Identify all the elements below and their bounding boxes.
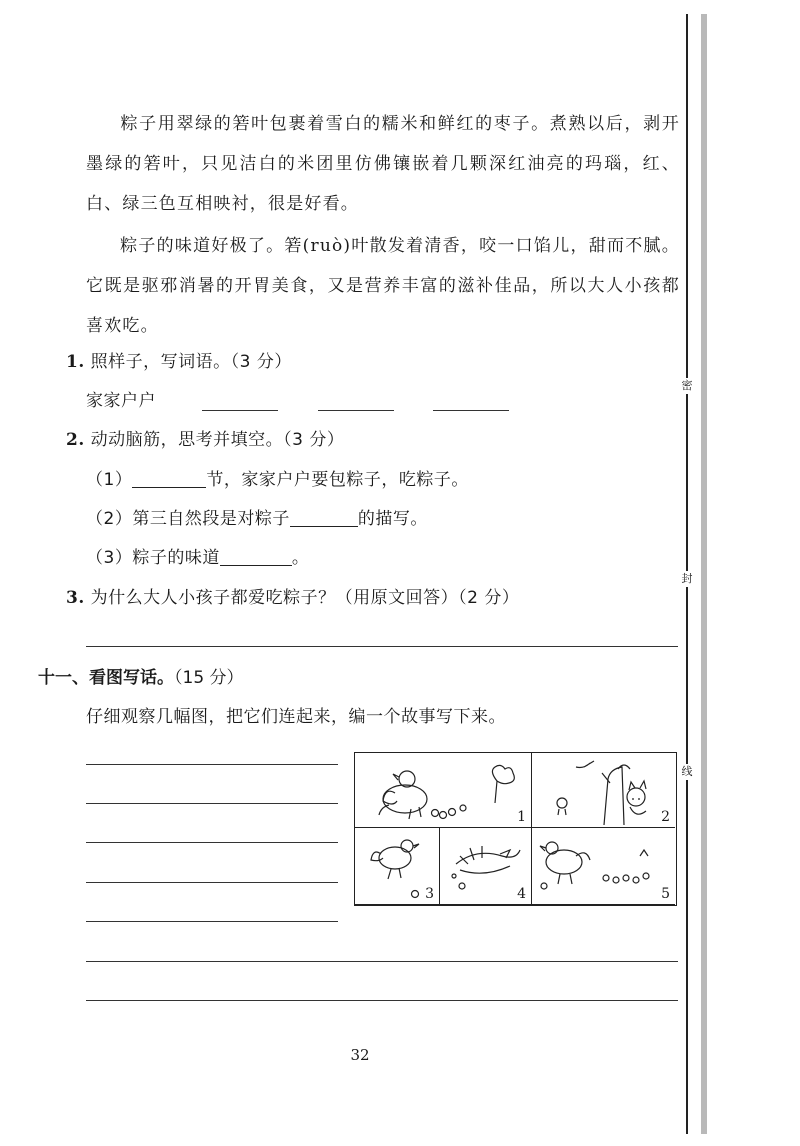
writing-line[interactable] bbox=[86, 882, 338, 883]
q1-answer-blank-1[interactable] bbox=[202, 410, 278, 411]
hen-and-chicks-drawing bbox=[355, 753, 531, 827]
q2-item-1: （1） 节，家家户户要包粽子，吃粽子。 bbox=[86, 470, 469, 490]
q2-item-3-blank[interactable] bbox=[220, 548, 292, 566]
question-2: 2. 动动脑筋，思考并填空。（3 分） bbox=[66, 430, 345, 450]
section-11-instruction: 仔细观察几幅图，把它们连起来，编一个故事写下来。 bbox=[86, 707, 506, 727]
writing-line[interactable] bbox=[86, 921, 338, 922]
picture-panel-4 bbox=[440, 828, 532, 905]
writing-line[interactable] bbox=[86, 842, 338, 843]
panel-number: 1 bbox=[517, 809, 526, 825]
q3-answer-line[interactable] bbox=[86, 646, 678, 647]
q2-item-1-blank[interactable] bbox=[132, 470, 206, 488]
writing-line[interactable] bbox=[86, 1000, 678, 1001]
hen-with-chicks-drawing bbox=[532, 828, 675, 904]
panel-number: 2 bbox=[661, 809, 670, 825]
question-1: 1. 照样子，写词语。（3 分） bbox=[66, 352, 292, 372]
seal-char-mi: 密 bbox=[677, 378, 697, 394]
seal-char-feng: 封 bbox=[677, 571, 697, 587]
panel-number: 3 bbox=[425, 886, 434, 902]
section-11-title: 十一、看图写话。（15 分） bbox=[38, 668, 244, 688]
picture-panel-2 bbox=[532, 753, 675, 828]
question-3: 3. 为什么大人小孩子都爱吃粽子？（用原文回答）（2 分） bbox=[66, 588, 520, 608]
writing-line[interactable] bbox=[86, 764, 338, 765]
panel-number: 5 bbox=[661, 886, 670, 902]
passage-paragraph-3: 粽子用翠绿的箬叶包裹着雪白的糯米和鲜红的枣子。煮熟以后，剥开墨绿的箬叶，只见洁白的米团里仿佛镶嵌着几颗深红油亮的玛瑙，红、白、绿三色互相映衬，很是好看。 bbox=[86, 114, 680, 214]
picture-panel-1 bbox=[355, 753, 532, 828]
panel-number: 4 bbox=[517, 886, 526, 902]
writing-line[interactable] bbox=[86, 803, 338, 804]
q1-answer-blank-2[interactable] bbox=[318, 410, 394, 411]
seal-char-xian: 线 bbox=[677, 764, 697, 780]
passage-paragraph-4: 粽子的味道好极了。箬(ruò)叶散发着清香，咬一口馅儿，甜而不腻。它既是驱邪消暑的开胃美食，又是营养丰富的滋补佳品，所以大人小孩都喜欢吃。 bbox=[86, 236, 680, 336]
q2-item-2: （2）第三自然段是对粽子 的描写。 bbox=[86, 509, 428, 529]
picture-panel-3 bbox=[355, 828, 440, 905]
q2-item-2-blank[interactable] bbox=[290, 509, 358, 527]
q1-answer-blank-3[interactable] bbox=[433, 410, 509, 411]
q1-example-word: 家家户户 bbox=[86, 391, 156, 411]
writing-line[interactable] bbox=[86, 961, 678, 962]
chick-tree-fox-drawing bbox=[532, 753, 675, 827]
picture-sequence bbox=[354, 752, 677, 906]
q2-item-3: （3）粽子的味道 。 bbox=[86, 548, 310, 568]
picture-panel-5 bbox=[532, 828, 675, 905]
binding-gutter bbox=[701, 14, 707, 1134]
page-number: 32 bbox=[350, 1046, 370, 1064]
